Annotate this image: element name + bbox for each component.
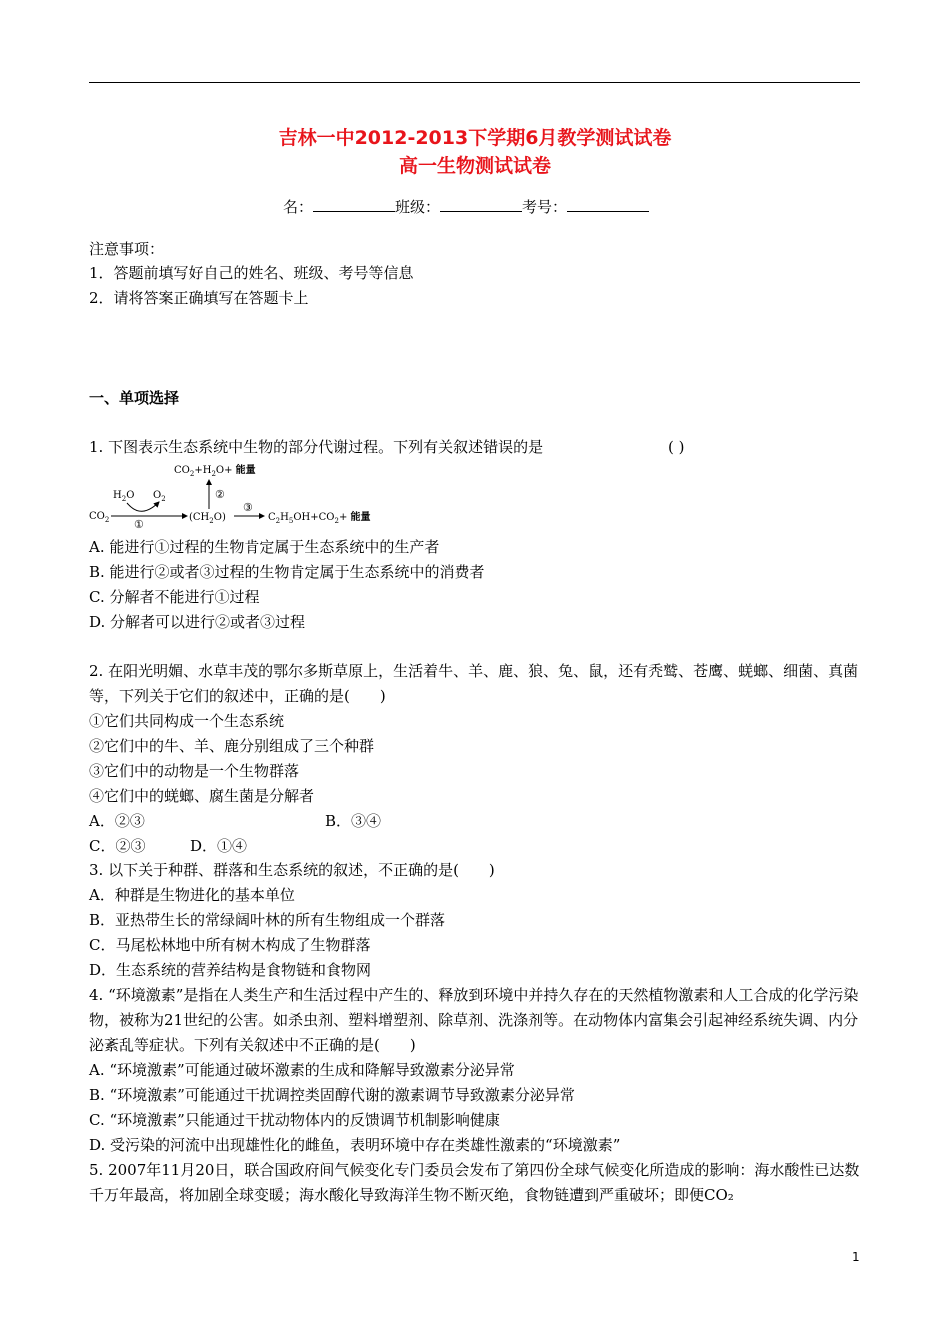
q4-option-b: B. “环境激素”可能通过干扰调控类固醇代谢的激素调节导致激素分泌异常 [89, 1086, 575, 1104]
name-blank[interactable] [313, 197, 395, 212]
right-product-label: $C_2H_5OH+CO_2+$ 能量 [268, 512, 371, 525]
q3-option-c: C．马尾松林地中所有树木构成了生物群落 [89, 936, 371, 954]
exam-subtitle: 高一生物测试试卷 [398, 155, 551, 177]
notes-heading: 注意事项： [89, 240, 165, 258]
q1-option-a: A. 能进行①过程的生物肯定属于生态系统中的生产者 [89, 538, 440, 556]
q2-option-b: B．③④ [325, 812, 382, 830]
metabolism-diagram [89, 458, 389, 530]
section-title: 一、单项选择 [89, 389, 180, 407]
q3-option-b: B．亚热带生长的常绿阔叶林的所有生物组成一个群落 [89, 911, 446, 929]
photosynthesis-curve [127, 502, 159, 511]
q4-option-a: A. “环境激素”可能通过破坏激素的生成和降解导致激素分泌异常 [89, 1061, 515, 1079]
q1-option-d: D. 分解者可以进行②或者③过程 [89, 613, 306, 631]
question-1-answer-paren: ( ) [668, 438, 685, 456]
exam-no-label: 考号： [522, 198, 568, 216]
page-number: 1 [852, 1250, 860, 1264]
q2-option-a: A．②③ [89, 812, 145, 830]
q2-statement: ①它们共同构成一个生态系统 [89, 712, 285, 730]
step-2-label: ② [215, 488, 225, 501]
q2-option-c: C．②③ [89, 837, 146, 855]
q2-statement: ③它们中的动物是一个生物群落 [89, 762, 300, 780]
question-1-stem: 1. 下图表示生态系统中生物的部分代谢过程。下列有关叙述错误的是 [89, 438, 544, 456]
question-5-stem: 5. 2007年11月20日，联合国政府间气候变化专门委员会发布了第四份全球气候变化所造成的影响：海水酸性已达数千万年最高，将加剧全球变暖；海水酸化导致海洋生物不断灭绝，食物链遭到严重破坏；即便CO₂ [89, 1161, 860, 1204]
header-rule [89, 82, 860, 83]
o2-label: $O_2$ [153, 490, 166, 503]
q4-option-d: D. 受污染的河流中出现雄性化的雌鱼，表明环境中存在类雄性激素的“环境激素” [89, 1136, 621, 1154]
q1-option-b: B. 能进行②或者③过程的生物肯定属于生态系统中的消费者 [89, 563, 485, 581]
q3-option-d: D．生态系统的营养结构是食物链和食物网 [89, 961, 372, 979]
step-3-label: ③ [243, 501, 253, 514]
class-blank[interactable] [440, 197, 522, 212]
h2o-label: $H_2O$ [113, 490, 135, 503]
name-label: 名： [283, 198, 314, 216]
step-1-label: ① [134, 518, 144, 530]
student-info-fields [283, 196, 649, 217]
note-item: 1．答题前填写好自己的姓名、班级、考号等信息 [89, 264, 414, 282]
exam-title: 吉林一中2012-2013下学期6月教学测试试卷 [278, 127, 672, 149]
q2-statement: ④它们中的蜣螂、腐生菌是分解者 [89, 787, 315, 805]
question-2-stem: 2. 在阳光明媚、水草丰茂的鄂尔多斯草原上，生活着牛、羊、鹿、狼、兔、鼠，还有秃鹫、苍鹰、蜣螂、细菌、真菌等，下列关于它们的叙述中，正确的是( ) [89, 662, 859, 705]
exam-no-blank[interactable] [567, 197, 649, 212]
q2-statement: ②它们中的牛、羊、鹿分别组成了三个种群 [89, 737, 375, 755]
note-item: 2．请将答案正确填写在答题卡上 [89, 289, 309, 307]
q2-option-d: D．①④ [190, 837, 248, 855]
co2-label: $CO_2$ [89, 511, 110, 524]
class-label: 班级： [395, 198, 441, 216]
top-product-label: $CO_2+H_2O+$ 能量 [174, 465, 256, 478]
q3-option-a: A．种群是生物进化的基本单位 [89, 886, 295, 904]
ch2o-label: $(CH_2O)$ [189, 512, 226, 525]
question-3-stem: 3. 以下关于种群、群落和生态系统的叙述，不正确的是( ) [89, 861, 495, 879]
question-4-stem: 4. “环境激素”是指在人类生产和生活过程中产生的、释放到环境中并持久存在的天然植物激素和人工合成的化学污染物，被称为21世纪的公害。如杀虫剂、塑料增塑剂、除草剂、洗涤剂等。在动物体内富集会引起神经系统失调、内分泌紊乱等症状。下列有关叙述中不正确的是( ) [89, 986, 859, 1054]
q4-option-c: C. “环境激素”只能通过干扰动物体内的反馈调节机制影响健康 [89, 1111, 500, 1129]
q1-option-c: C. 分解者不能进行①过程 [89, 588, 260, 606]
